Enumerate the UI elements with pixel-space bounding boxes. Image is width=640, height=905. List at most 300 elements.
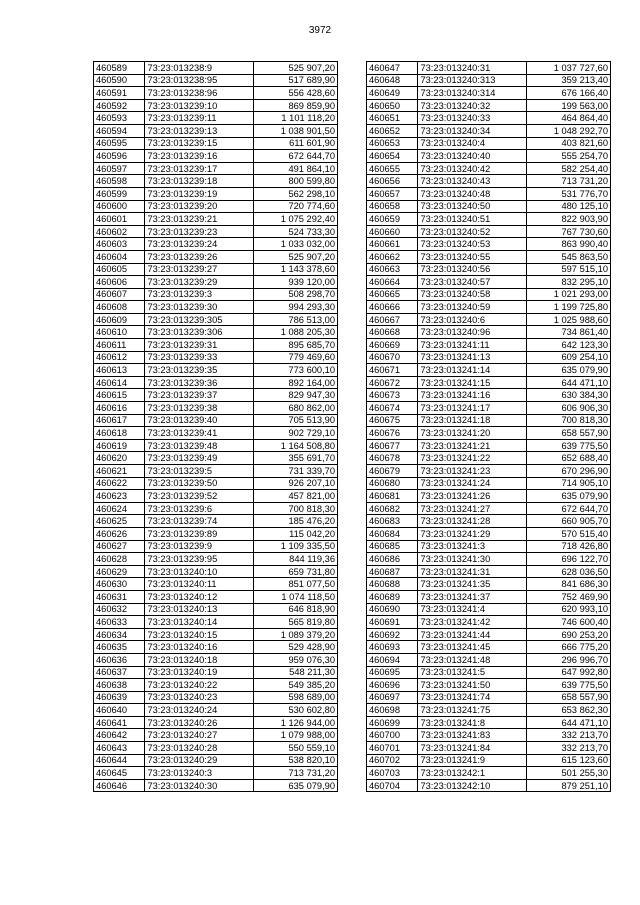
table-row [94, 540, 338, 553]
table-row [94, 527, 338, 540]
cadastral-value: 646 818,90 [253, 603, 337, 616]
table-row [94, 339, 338, 352]
cadastral-number: 73:23:013240:313 [418, 74, 526, 87]
cadastral-number: 73:23:013242:1 [418, 767, 526, 780]
row-number: 460606 [94, 276, 145, 289]
row-number: 460603 [94, 238, 145, 251]
cadastral-number: 73:23:013239:49 [145, 452, 253, 465]
cadastral-value: 609 254,10 [526, 351, 610, 364]
table-row [94, 439, 338, 452]
row-number: 460656 [367, 175, 418, 188]
table-row [94, 779, 338, 792]
table-row [94, 729, 338, 742]
table-row [94, 112, 338, 125]
table-row [367, 439, 611, 452]
cadastral-value: 635 079,90 [526, 364, 610, 377]
cadastral-value: 672 644,70 [526, 502, 610, 515]
table-row [94, 225, 338, 238]
cadastral-number: 73:23:013240:57 [418, 276, 526, 289]
cadastral-value: 1 109 335,50 [253, 540, 337, 553]
table-row [94, 754, 338, 767]
table-body [367, 62, 611, 792]
row-number: 460602 [94, 225, 145, 238]
table-row [367, 250, 611, 263]
cadastral-number: 73:23:013240:24 [145, 704, 253, 717]
table-row [94, 162, 338, 175]
cadastral-number: 73:23:013239:31 [145, 339, 253, 352]
cadastral-number: 73:23:013240:28 [145, 742, 253, 755]
row-number: 460589 [94, 62, 145, 75]
cadastral-value: 1 025 988,60 [526, 313, 610, 326]
row-number: 460613 [94, 364, 145, 377]
table-row [367, 62, 611, 75]
cadastral-value: 115 042,20 [253, 527, 337, 540]
table-row [94, 351, 338, 364]
cadastral-value: 296 996,70 [526, 653, 610, 666]
cadastral-value: 1 038 901,50 [253, 124, 337, 137]
table-row [94, 502, 338, 515]
table-row [367, 565, 611, 578]
row-number: 460632 [94, 603, 145, 616]
table-row [367, 578, 611, 591]
cadastral-number: 73:23:013239:13 [145, 124, 253, 137]
row-number: 460619 [94, 439, 145, 452]
row-number: 460639 [94, 691, 145, 704]
table-row [367, 238, 611, 251]
row-number: 460650 [367, 99, 418, 112]
table-row [94, 187, 338, 200]
cadastral-value: 734 861,40 [526, 326, 610, 339]
cadastral-number: 73:23:013240:32 [418, 99, 526, 112]
row-number: 460600 [94, 200, 145, 213]
cadastral-number: 73:23:013241:22 [418, 452, 526, 465]
cadastral-value: 615 123,60 [526, 754, 610, 767]
cadastral-number: 73:23:013239:21 [145, 213, 253, 226]
row-number: 460591 [94, 87, 145, 100]
row-number: 460662 [367, 250, 418, 263]
cadastral-value: 939 120,00 [253, 276, 337, 289]
cadastral-number: 73:23:013241:4 [418, 603, 526, 616]
table-row [94, 301, 338, 314]
cadastral-number: 73:23:013241:26 [418, 490, 526, 503]
cadastral-value: 779 469,60 [253, 351, 337, 364]
row-number: 460694 [367, 653, 418, 666]
cadastral-value: 713 731,20 [253, 767, 337, 780]
row-number: 460679 [367, 465, 418, 478]
row-number: 460607 [94, 288, 145, 301]
row-number: 460653 [367, 137, 418, 150]
table-row [367, 729, 611, 742]
cadastral-number: 73:23:013240:22 [145, 679, 253, 692]
row-number: 460669 [367, 339, 418, 352]
table-row [94, 326, 338, 339]
cadastral-value: 829 947,30 [253, 389, 337, 402]
cadastral-value: 767 730,60 [526, 225, 610, 238]
cadastral-value: 680 862,00 [253, 402, 337, 415]
table-row [367, 301, 611, 314]
cadastral-value: 530 602,80 [253, 704, 337, 717]
row-number: 460625 [94, 515, 145, 528]
table-row [367, 389, 611, 402]
row-number: 460655 [367, 162, 418, 175]
row-number: 460636 [94, 653, 145, 666]
cadastral-value: 403 821,60 [526, 137, 610, 150]
row-number: 460629 [94, 565, 145, 578]
cadastral-value: 1 033 032,00 [253, 238, 337, 251]
table-row [367, 515, 611, 528]
cadastral-number: 73:23:013241:27 [418, 502, 526, 515]
cadastral-value: 746 600,40 [526, 616, 610, 629]
table-row [94, 578, 338, 591]
cadastral-number: 73:23:013241:42 [418, 616, 526, 629]
cadastral-value: 639 775,50 [526, 439, 610, 452]
cadastral-number: 73:23:013239:5 [145, 465, 253, 478]
row-number: 460630 [94, 578, 145, 591]
table-row [367, 716, 611, 729]
table-row [367, 326, 611, 339]
cadastral-value: 700 818,30 [526, 414, 610, 427]
row-number: 460690 [367, 603, 418, 616]
cadastral-value: 659 731,80 [253, 565, 337, 578]
cadastral-value: 869 859,90 [253, 99, 337, 112]
cadastral-value: 1 101 118,20 [253, 112, 337, 125]
cadastral-number: 73:23:013241:21 [418, 439, 526, 452]
row-number: 460700 [367, 729, 418, 742]
cadastral-number: 73:23:013240:23 [145, 691, 253, 704]
cadastral-number: 73:23:013239:48 [145, 439, 253, 452]
cadastral-number: 73:23:013239:3 [145, 288, 253, 301]
cadastral-number: 73:23:013241:75 [418, 704, 526, 717]
cadastral-value: 658 557,90 [526, 691, 610, 704]
table-row [367, 490, 611, 503]
row-number: 460620 [94, 452, 145, 465]
table-row [94, 590, 338, 603]
cadastral-value: 606 906,30 [526, 402, 610, 415]
cadastral-number: 73:23:013240:40 [418, 150, 526, 163]
table-row [367, 288, 611, 301]
cadastral-value: 902 729,10 [253, 427, 337, 440]
cadastral-value: 720 774,60 [253, 200, 337, 213]
row-number: 460693 [367, 641, 418, 654]
page-number: 3972 [308, 25, 332, 36]
row-number: 460601 [94, 213, 145, 226]
cadastral-number: 73:23:013241:14 [418, 364, 526, 377]
cadastral-value: 822 903,90 [526, 213, 610, 226]
cadastral-value: 597 515,10 [526, 263, 610, 276]
row-number: 460648 [367, 74, 418, 87]
cadastral-number: 73:23:013239:40 [145, 414, 253, 427]
cadastral-number: 73:23:013241:24 [418, 477, 526, 490]
cadastral-value: 517 689,90 [253, 74, 337, 87]
cadastral-value: 713 731,20 [526, 175, 610, 188]
cadastral-value: 647 992,80 [526, 666, 610, 679]
cadastral-number: 73:23:013240:59 [418, 301, 526, 314]
table-row [367, 376, 611, 389]
cadastral-value: 630 384,30 [526, 389, 610, 402]
cadastral-number: 73:23:013241:11 [418, 339, 526, 352]
cadastral-number: 73:23:013240:4 [418, 137, 526, 150]
table-row [94, 679, 338, 692]
table-row [94, 704, 338, 717]
row-number: 460617 [94, 414, 145, 427]
table-row [367, 414, 611, 427]
table-row [367, 339, 611, 352]
cadastral-value: 611 601,90 [253, 137, 337, 150]
row-number: 460703 [367, 767, 418, 780]
cadastral-number: 73:23:013239:15 [145, 137, 253, 150]
row-number: 460618 [94, 427, 145, 440]
cadastral-number: 73:23:013240:3 [145, 767, 253, 780]
table-row [94, 137, 338, 150]
row-number: 460665 [367, 288, 418, 301]
table-row [367, 590, 611, 603]
cadastral-number: 73:23:013239:41 [145, 427, 253, 440]
cadastral-value: 525 907,20 [253, 62, 337, 75]
row-number: 460634 [94, 628, 145, 641]
cadastral-value: 718 426,80 [526, 540, 610, 553]
table-row [367, 767, 611, 780]
cadastral-value: 652 688,40 [526, 452, 610, 465]
cadastral-number: 73:23:013241:28 [418, 515, 526, 528]
cadastral-number: 73:23:013239:95 [145, 553, 253, 566]
cadastral-value: 800 599,80 [253, 175, 337, 188]
cadastral-value: 529 428,90 [253, 641, 337, 654]
table-row [94, 742, 338, 755]
cadastral-value: 670 296,90 [526, 465, 610, 478]
row-number: 460695 [367, 666, 418, 679]
cadastral-value: 1 075 292,40 [253, 213, 337, 226]
cadastral-number: 73:23:013239:24 [145, 238, 253, 251]
table-row [94, 200, 338, 213]
cadastral-value: 1 088 205,30 [253, 326, 337, 339]
table-row [367, 742, 611, 755]
cadastral-value: 556 428,60 [253, 87, 337, 100]
cadastral-number: 73:23:013240:33 [418, 112, 526, 125]
row-number: 460612 [94, 351, 145, 364]
table-row [367, 112, 611, 125]
row-number: 460696 [367, 679, 418, 692]
table-row [94, 767, 338, 780]
cadastral-number: 73:23:013240:27 [145, 729, 253, 742]
row-number: 460647 [367, 62, 418, 75]
cadastral-value: 1 037 727,60 [526, 62, 610, 75]
table-row [94, 603, 338, 616]
row-number: 460654 [367, 150, 418, 163]
table-row [94, 364, 338, 377]
row-number: 460604 [94, 250, 145, 263]
cadastral-value: 582 254,40 [526, 162, 610, 175]
table-row [367, 679, 611, 692]
cadastral-value: 1 089 379,20 [253, 628, 337, 641]
table-row [367, 452, 611, 465]
cadastral-value: 832 295,10 [526, 276, 610, 289]
cadastral-value: 359 213,40 [526, 74, 610, 87]
row-number: 460627 [94, 540, 145, 553]
cadastral-number: 73:23:013241:45 [418, 641, 526, 654]
table-row [367, 427, 611, 440]
table-row [367, 704, 611, 717]
cadastral-number: 73:23:013239:27 [145, 263, 253, 276]
row-number: 460626 [94, 527, 145, 540]
cadastral-number: 73:23:013239:33 [145, 351, 253, 364]
cadastral-number: 73:23:013239:29 [145, 276, 253, 289]
cadastral-value: 457 821,00 [253, 490, 337, 503]
cadastral-value: 879 251,10 [526, 779, 610, 792]
table-row [94, 62, 338, 75]
row-number: 460657 [367, 187, 418, 200]
cadastral-value: 1 143 378,60 [253, 263, 337, 276]
table-row [367, 87, 611, 100]
cadastral-number: 73:23:013240:55 [418, 250, 526, 263]
cadastral-number: 73:23:013241:15 [418, 376, 526, 389]
row-number: 460615 [94, 389, 145, 402]
row-number: 460661 [367, 238, 418, 251]
cadastral-number: 73:23:013241:16 [418, 389, 526, 402]
row-number: 460704 [367, 779, 418, 792]
cadastral-number: 73:23:013240:53 [418, 238, 526, 251]
cadastral-number: 73:23:013239:18 [145, 175, 253, 188]
table-row [94, 565, 338, 578]
table-row [94, 288, 338, 301]
cadastral-number: 73:23:013239:10 [145, 99, 253, 112]
row-number: 460593 [94, 112, 145, 125]
cadastral-value: 994 293,30 [253, 301, 337, 314]
table-row [367, 124, 611, 137]
cadastral-value: 644 471,10 [526, 716, 610, 729]
row-number: 460592 [94, 99, 145, 112]
row-number: 460668 [367, 326, 418, 339]
cadastral-value: 773 600,10 [253, 364, 337, 377]
table-row [367, 213, 611, 226]
table-row [94, 628, 338, 641]
cadastral-number: 73:23:013238:96 [145, 87, 253, 100]
row-number: 460646 [94, 779, 145, 792]
cadastral-value: 531 776,70 [526, 187, 610, 200]
cadastral-value: 555 254,70 [526, 150, 610, 163]
cadastral-number: 73:23:013240:15 [145, 628, 253, 641]
row-number: 460637 [94, 666, 145, 679]
cadastral-value: 658 557,90 [526, 427, 610, 440]
cadastral-number: 73:23:013241:31 [418, 565, 526, 578]
cadastral-number: 73:23:013240:30 [145, 779, 253, 792]
cadastral-value: 892 164,00 [253, 376, 337, 389]
row-number: 460611 [94, 339, 145, 352]
cadastral-value: 863 990,40 [526, 238, 610, 251]
cadastral-value: 635 079,90 [526, 490, 610, 503]
table-row [94, 490, 338, 503]
table-row [367, 553, 611, 566]
cadastral-number: 73:23:013241:83 [418, 729, 526, 742]
cadastral-number: 73:23:013239:89 [145, 527, 253, 540]
row-number: 460682 [367, 502, 418, 515]
cadastral-number: 73:23:013239:6 [145, 502, 253, 515]
cadastral-value: 895 685,70 [253, 339, 337, 352]
row-number: 460595 [94, 137, 145, 150]
row-number: 460621 [94, 465, 145, 478]
cadastral-number: 73:23:013241:5 [418, 666, 526, 679]
table-row [94, 250, 338, 263]
cadastral-number: 73:23:013239:19 [145, 187, 253, 200]
cadastral-number: 73:23:013241:30 [418, 553, 526, 566]
cadastral-value: 639 775,50 [526, 679, 610, 692]
cadastral-value: 660 905,70 [526, 515, 610, 528]
cadastral-number: 73:23:013241:35 [418, 578, 526, 591]
row-number: 460687 [367, 565, 418, 578]
row-number: 460631 [94, 590, 145, 603]
row-number: 460702 [367, 754, 418, 767]
table-row [367, 175, 611, 188]
row-number: 460681 [367, 490, 418, 503]
row-number: 460616 [94, 402, 145, 415]
cadastral-table-right [366, 61, 611, 792]
cadastral-number: 73:23:013241:9 [418, 754, 526, 767]
cadastral-value: 700 818,30 [253, 502, 337, 515]
table-row [367, 666, 611, 679]
table-row [367, 99, 611, 112]
table-row [367, 263, 611, 276]
cadastral-value: 508 298,70 [253, 288, 337, 301]
row-number: 460674 [367, 402, 418, 415]
row-number: 460672 [367, 376, 418, 389]
table-row [367, 187, 611, 200]
cadastral-number: 73:23:013239:11 [145, 112, 253, 125]
row-number: 460652 [367, 124, 418, 137]
row-number: 460698 [367, 704, 418, 717]
cadastral-number: 73:23:013241:50 [418, 679, 526, 692]
table-row [94, 402, 338, 415]
cadastral-number: 73:23:013239:306 [145, 326, 253, 339]
table-row [94, 515, 338, 528]
cadastral-value: 480 125,10 [526, 200, 610, 213]
table-row [94, 313, 338, 326]
row-number: 460688 [367, 578, 418, 591]
row-number: 460628 [94, 553, 145, 566]
row-number: 460614 [94, 376, 145, 389]
cadastral-number: 73:23:013239:17 [145, 162, 253, 175]
table-row [94, 691, 338, 704]
row-number: 460701 [367, 742, 418, 755]
cadastral-number: 73:23:013240:14 [145, 616, 253, 629]
table-row [367, 137, 611, 150]
table-row [367, 691, 611, 704]
row-number: 460692 [367, 628, 418, 641]
cadastral-value: 355 691,70 [253, 452, 337, 465]
cadastral-number: 73:23:013241:8 [418, 716, 526, 729]
cadastral-value: 786 513,00 [253, 313, 337, 326]
row-number: 460597 [94, 162, 145, 175]
table-row [367, 641, 611, 654]
table-row [94, 653, 338, 666]
cadastral-number: 73:23:013240:58 [418, 288, 526, 301]
row-number: 460590 [94, 74, 145, 87]
row-number: 460635 [94, 641, 145, 654]
cadastral-number: 73:23:013240:31 [418, 62, 526, 75]
row-number: 460686 [367, 553, 418, 566]
cadastral-number: 73:23:013240:34 [418, 124, 526, 137]
cadastral-number: 73:23:013240:96 [418, 326, 526, 339]
cadastral-number: 73:23:013239:38 [145, 402, 253, 415]
table-row [94, 616, 338, 629]
table-row [367, 540, 611, 553]
cadastral-number: 73:23:013239:9 [145, 540, 253, 553]
cadastral-value: 714 905,10 [526, 477, 610, 490]
cadastral-value: 525 907,20 [253, 250, 337, 263]
table-row [94, 87, 338, 100]
cadastral-number: 73:23:013241:84 [418, 742, 526, 755]
cadastral-table-left [93, 61, 338, 792]
cadastral-number: 73:23:013240:10 [145, 565, 253, 578]
row-number: 460640 [94, 704, 145, 717]
